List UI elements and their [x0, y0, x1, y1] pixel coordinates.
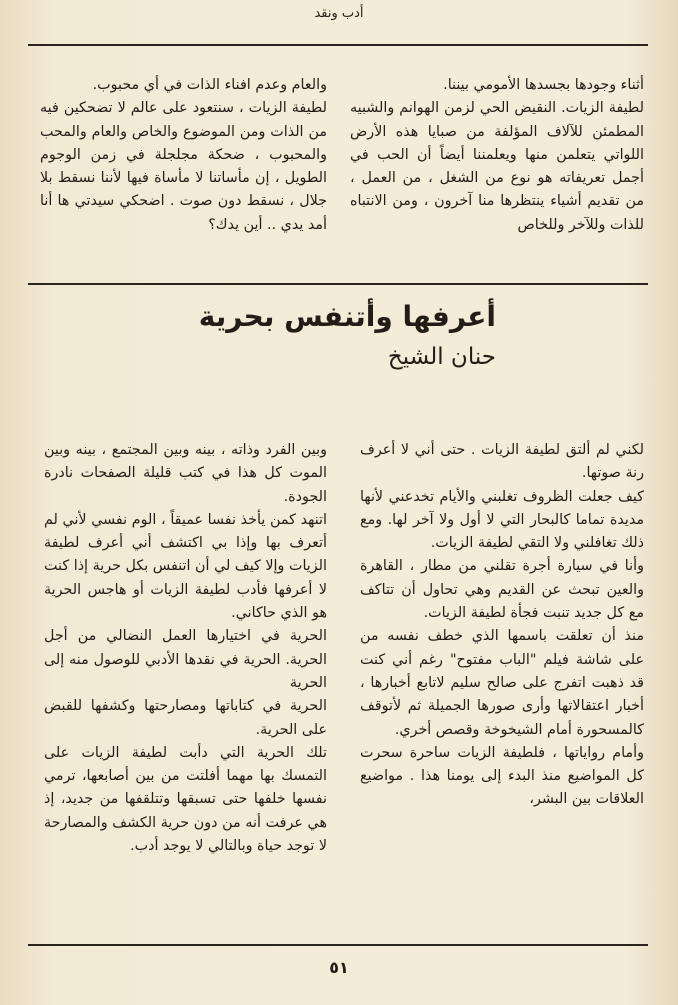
article-title: أعرفها وأتنفس بحرية: [198, 300, 496, 333]
article-column-left: وبين الفرد وذاته ، بينه وبين المجتمع ، بينه وبين الموت كل هذا في كتب قليلة الصفحات نادرة الجودة. اتنهد كمن يأخذ نفسا عميقاً ، الوم نفسي لأني لم أتعرف بها وإذا بي اكتشف أني أعرف لطيفة الزيات وإلا كيف لي أن اتنفس بكل حرية إذا كنت لا أعرفها فأدب لطيفة الزيات أو هاجس الحرية هو الذي حاكاني. الحرية في اختيارها العمل النضالي من أجل الحرية. الحرية في نقدها الأدبي للوصول منه إلى الحرية الحرية في كتاباتها ومصارحتها وكشفها للقبض على الحرية. تلك الحرية التي دأبت لطيفة الزيات على التمسك بها مهما أفلتت من بين أصابعها، ترمي نفسها خلفها حتى تسبقها وتتلقفها من جديد، إذ هي عرفت أنه من دون حرية الكشف والمصارحة لا توجد حياة وبالتالي لا يوجد أدب.: [44, 442, 327, 855]
article-column-right: لكني لم ألتق لطيفة الزيات . حتى أني لا أعرف رنة صوتها. كيف جعلت الظروف تغلبني والأيام تخدعني لأنها مديدة تماما كالبحار التي لا أول ولا آخر لها. ومع ذلك تغافلني ولا التقي لطيفة الزيات. وأنا في سيارة أجرة تقلني من مطار ، القاهرة والعين تبحث عن القديم وهي تحاول أن تتاكف مع كل جديد تنبت فجأة لطيفة الزيات. منذ أن تعلقت باسمها الذي خطف نفسه من على شاشة فيلم "الباب مفتوح" رغم أني كنت قد ذهبت اتفرج على صالح سليم لاتابع أخبارها ، أخبار اعتقالاتها وأرى صورها الجميلة ثم لأتوقف كالمسحورة أمام الشيخوخة وقصص أخري. وأمام رواياتها ، فلطيفة الزيات ساحرة سحرت كل المواضيع منذ البدء إلى يومنا هذا . مواضيع العلاقات بين البشر،: [360, 442, 644, 808]
article-divider: [28, 283, 648, 285]
bottom-divider: [28, 944, 648, 946]
previous-article-column-left: والعام وعدم افناء الذات في أي محبوب. لطيفة الزيات ، سنتعود على عالم لا تضحكين فيه من الذات ومن الموضوع والخاص والعام والمحب والمحبوب ، ضحكة مجلجلة في زمن الوجوم الطويل ، إن مأساتنا لا مأساة فيها لأننا نسقط بلا جلال ، نسقط دون صوت . اضحكي سيدتي ها أنا أمد يدي .. أين يدك؟: [40, 77, 327, 233]
article-author: حنان الشيخ: [387, 344, 496, 370]
previous-article-column-right: أثناء وجودها بجسدها الأمومي بيننا. لطيفة الزيات. النقيض الحي لزمن الهوانم والشبيه المطمئن للآلاف المؤلفة من صبايا هذه الأرض اللواتي يتعلمن منها ويعلمننا أيضاً أن الحب في أجمل تعريفاته هو نوع من الشغل ، من العمل ، من تقديم أشياء ينتظرها منا آخرون ، ومن الانتباه للذات وللآخر وللخاص: [350, 77, 644, 233]
page-number: ٥١: [329, 958, 349, 977]
section-header: أدب ونقد: [314, 6, 364, 21]
top-divider: [28, 44, 648, 46]
